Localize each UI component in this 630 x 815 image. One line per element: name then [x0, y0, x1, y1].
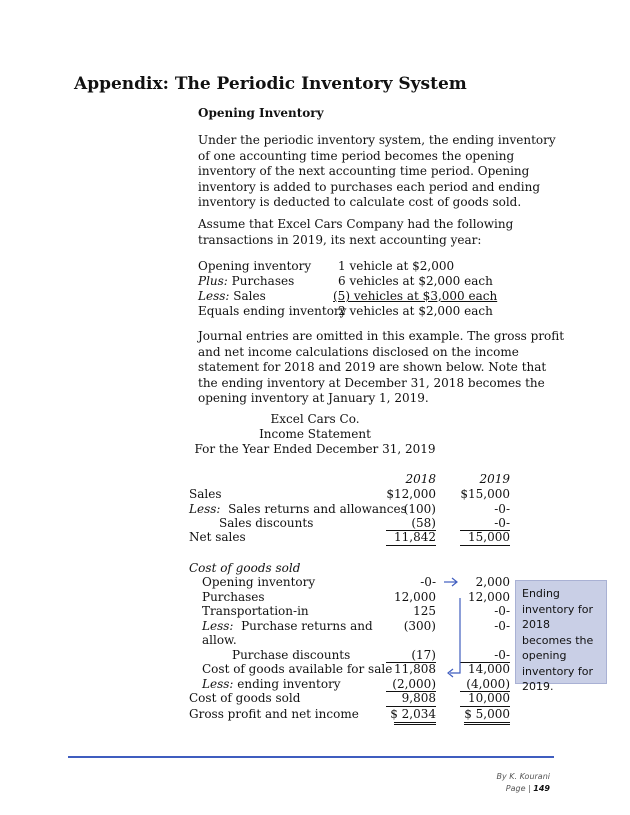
- row-label-sales-returns: Less: Sales returns and allowances: [189, 502, 407, 516]
- value-2018: $12,000: [386, 487, 436, 501]
- value-2018: (100): [403, 502, 436, 516]
- value-2019: 14,000: [468, 662, 510, 676]
- section-heading: Opening Inventory: [198, 106, 324, 120]
- transaction-value: 1 vehicle at $2,000: [338, 259, 455, 273]
- value-2018: 11,842: [394, 530, 436, 544]
- value-2018: 125: [413, 604, 436, 618]
- intro-paragraph: Under the periodic inventory system, the ending inventory of one accounting time period becomes the opening inventory of the next accounting time period. Opening inventory is added to purchases each period and ending inventory is deducted to calculate cost of goods sold.: [198, 133, 556, 209]
- footer-page: Page | 149: [505, 784, 550, 793]
- value-2019: -0-: [494, 502, 510, 516]
- year-header-2019: 2019: [479, 472, 510, 486]
- value-2019: 10,000: [468, 691, 510, 705]
- value-2018: (58): [411, 516, 436, 530]
- transaction-value: 6 vehicles at $2,000 each: [338, 274, 493, 288]
- double-underline: [394, 724, 436, 725]
- value-2019: -0-: [494, 648, 510, 662]
- row-label-purchase-returns: Less: Purchase returns and: [202, 619, 373, 633]
- underline: [386, 545, 436, 546]
- value-2019: -0-: [494, 604, 510, 618]
- value-2018: (2,000): [392, 677, 436, 691]
- transaction-value: (5) vehicles at $3,000 each: [333, 289, 498, 303]
- value-2019: -0-: [494, 619, 510, 633]
- year-header-2018: 2018: [405, 472, 436, 486]
- value-2018: (17): [411, 648, 436, 662]
- value-2018: 12,000: [394, 590, 436, 604]
- assumption-paragraph: Assume that Excel Cars Company had the following transactions in 2019, its next accounting year:: [198, 217, 514, 247]
- double-underline: [464, 722, 510, 723]
- statement-name: Income Statement: [259, 427, 371, 441]
- row-label-ending-inventory: Less: ending inventory: [202, 677, 341, 691]
- value-2019: $ 5,000: [464, 707, 510, 721]
- row-label-purchase-returns-cont: allow.: [202, 633, 237, 647]
- value-2018: -0-: [420, 575, 436, 589]
- row-label-purchases: Purchases: [202, 590, 265, 604]
- value-2019: 12,000: [468, 590, 510, 604]
- transaction-label: Opening inventory: [198, 259, 312, 273]
- explanation-paragraph: Journal entries are omitted in this example. The gross profit and net income calculations disclosed on the income statement for 2018 and 2019 are shown below. Note that the ending inventory at December 31, 2018 becomes the opening inventory at January 1, 2019.: [198, 329, 565, 405]
- double-underline: [464, 724, 510, 725]
- transaction-label: Less: Sales: [198, 289, 266, 303]
- transaction-label: Equals ending inventory: [198, 304, 347, 318]
- value-2019: (4,000): [466, 677, 510, 691]
- statement-company: Excel Cars Co.: [270, 412, 360, 426]
- value-2019: 15,000: [468, 530, 510, 544]
- transaction-value: 2 vehicles at $2,000 each: [338, 304, 493, 318]
- row-label-transportation: Transportation-in: [202, 604, 309, 618]
- transfer-arrow-icon: [430, 570, 470, 680]
- row-label-sales-discounts: Sales discounts: [219, 516, 314, 530]
- row-label-sales: Sales: [189, 487, 222, 501]
- row-label-gross-profit: Gross profit and net income: [189, 707, 359, 721]
- row-label-goods-available: Cost of goods available for sale: [202, 662, 393, 676]
- double-underline: [394, 722, 436, 723]
- underline: [460, 545, 510, 546]
- page-title: Appendix: The Periodic Inventory System: [74, 74, 467, 94]
- row-label-cogs: Cost of goods sold: [189, 691, 301, 705]
- footer-author: By K. Kourani: [496, 772, 550, 781]
- callout-note: Ending inventory for 2018 becomes the opening inventory for 2019.: [515, 580, 607, 684]
- footer-rule: [68, 756, 554, 758]
- value-2018: $ 2,034: [390, 707, 436, 721]
- row-label-purchase-discounts: Purchase discounts: [232, 648, 351, 662]
- value-2019: -0-: [494, 516, 510, 530]
- value-2018: (300): [403, 619, 436, 633]
- row-label-net-sales: Net sales: [189, 530, 246, 544]
- row-label-opening-inventory: Opening inventory: [202, 575, 316, 589]
- value-2019: 2,000: [475, 575, 510, 589]
- statement-period: For the Year Ended December 31, 2019: [194, 442, 436, 456]
- value-2018: 11,808: [394, 662, 436, 676]
- transaction-label: Plus: Purchases: [198, 274, 295, 288]
- cogs-heading: Cost of goods sold: [189, 561, 301, 575]
- value-2018: 9,808: [401, 691, 436, 705]
- value-2019: $15,000: [460, 487, 510, 501]
